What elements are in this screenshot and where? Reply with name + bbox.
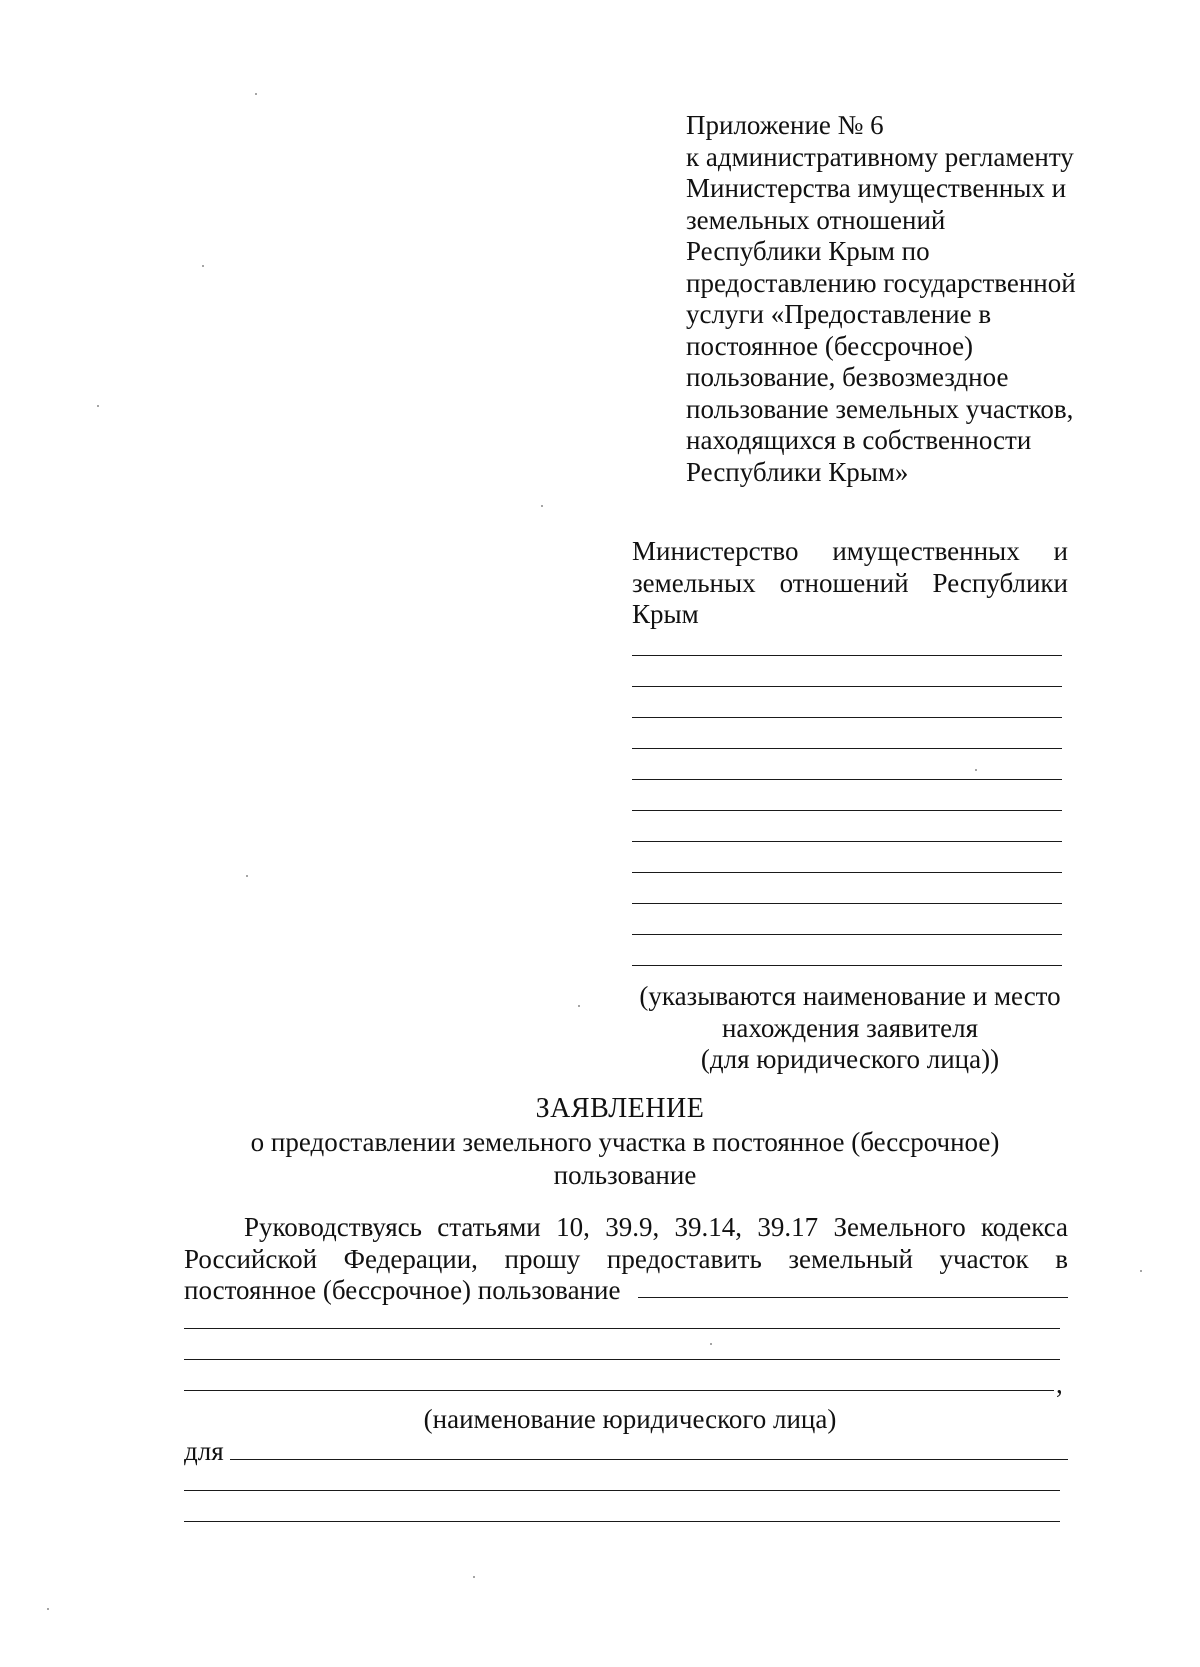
scan-speck: [710, 1343, 712, 1345]
statement-title: ЗАЯВЛЕНИЕ: [535, 1093, 705, 1124]
blank-line[interactable]: [632, 717, 1062, 718]
blank-line[interactable]: [632, 686, 1062, 687]
scan-speck: [255, 93, 257, 95]
legal-entity-field[interactable]: [184, 1359, 1060, 1360]
blank-line[interactable]: [632, 655, 1062, 656]
scan-speck: [97, 405, 99, 407]
blank-line[interactable]: [632, 903, 1062, 904]
scan-speck: [1140, 1270, 1142, 1272]
appendix-header: Приложение № 6 к административному регламенту Министерства имущественных и земельных отношений Республики Крым по предоставлению государственной услуги «Предоставление в постоянное (бессрочное) пользование, безвозмездное пользование земельных участков, находящихся в собственности Республики Крым»: [686, 110, 1076, 487]
blank-line[interactable]: [632, 965, 1062, 966]
scan-speck: [541, 505, 543, 507]
legal-entity-caption: (наименование юридического лица): [423, 1404, 837, 1434]
blank-line[interactable]: [632, 810, 1062, 811]
request-paragraph: [184, 1212, 1068, 1307]
scan-speck: [473, 1576, 475, 1578]
scan-speck: [47, 1608, 49, 1610]
scan-speck: [578, 1005, 580, 1007]
applicant-note: (указываются наименование и место нахождения заявителя (для юридического лица)): [639, 981, 1061, 1074]
blank-line[interactable]: [632, 779, 1062, 780]
blank-line[interactable]: [632, 841, 1062, 842]
trailing-comma: ,: [1056, 1369, 1063, 1399]
legal-entity-field[interactable]: [184, 1328, 1060, 1329]
scan-speck: [975, 769, 977, 771]
legal-entity-field[interactable]: [638, 1297, 1068, 1298]
purpose-field[interactable]: [184, 1490, 1060, 1491]
scan-speck: [202, 265, 204, 267]
paragraph-line: Российской Федерации, прошу предоставить земельный участок в: [184, 1243, 1068, 1274]
paragraph-line: постоянное (бессрочное) пользование: [184, 1275, 621, 1305]
statement-subtitle: о предоставлении земельного участка в постоянное (бессрочное) пользование: [250, 1127, 1000, 1190]
blank-line[interactable]: [632, 934, 1062, 935]
legal-entity-field[interactable]: [184, 1390, 1054, 1391]
for-label: для: [184, 1436, 224, 1466]
scan-speck: [246, 875, 248, 877]
blank-line[interactable]: [632, 748, 1062, 749]
addressee: Министерство имущественных и земельных отношений Республики Крым: [632, 536, 1068, 629]
purpose-field[interactable]: [184, 1521, 1060, 1522]
purpose-field[interactable]: [230, 1459, 1068, 1460]
blank-line[interactable]: [632, 872, 1062, 873]
paragraph-line: Руководствуясь статьями 10, 39.9, 39.14, 39.17 Земельного кодекса: [244, 1212, 1068, 1242]
